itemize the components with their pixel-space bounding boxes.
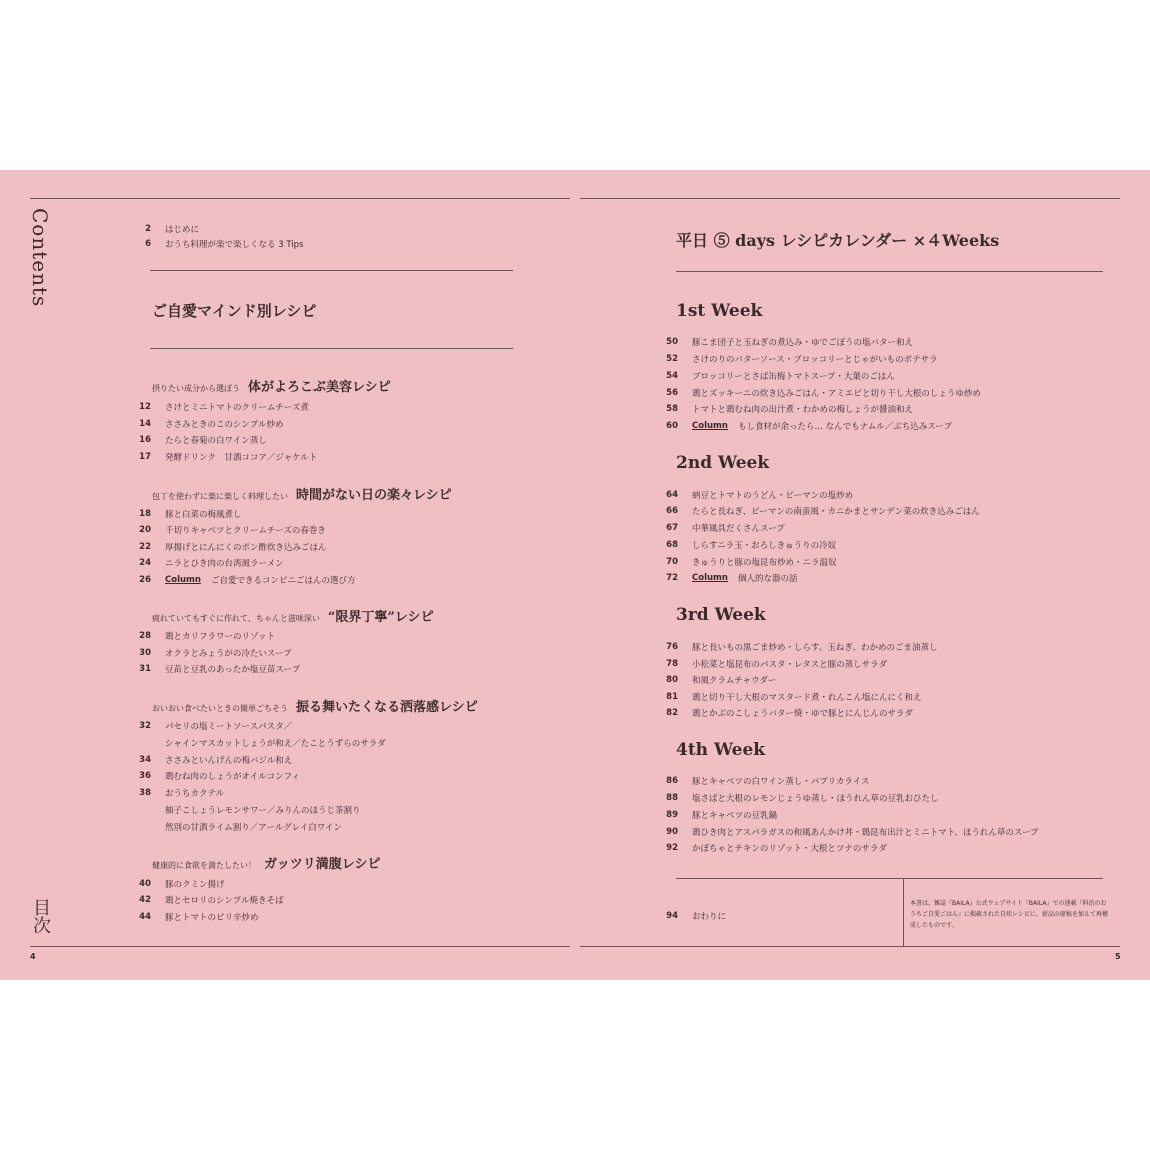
toc-entry[interactable] bbox=[125, 223, 199, 235]
toc-entry-column[interactable] bbox=[652, 420, 952, 432]
page-num: 67 bbox=[666, 523, 678, 533]
page-num: 44 bbox=[139, 912, 151, 922]
mokuji-title: 目次 bbox=[30, 898, 51, 934]
toc-entry[interactable] bbox=[652, 826, 1039, 838]
toc-entry[interactable] bbox=[125, 911, 259, 923]
entry-title: ブロッコリーとさば缶梅トマトスープ・大葉のごはん bbox=[692, 372, 895, 382]
group-heading bbox=[152, 606, 433, 625]
toc-entry[interactable] bbox=[125, 630, 275, 642]
entry-title: 豚とキャベツの豆乳鍋 bbox=[692, 811, 778, 821]
group-title: “限界丁寧”レシピ bbox=[327, 610, 434, 625]
entry-title: 千切りキャベツとクリームチーズの春巻き bbox=[165, 526, 326, 536]
entry-title: 納豆とトマトのうどん・ピーマンの塩炒め bbox=[692, 491, 854, 501]
entry-title: 豚と白菜の梅風煮し bbox=[165, 510, 242, 520]
page-num: 28 bbox=[139, 631, 151, 641]
page-num: 86 bbox=[666, 776, 678, 786]
toc-entry-column[interactable] bbox=[652, 572, 797, 584]
section-title-right: 平日 ⑤ days レシピカレンダー ×４Weeks bbox=[676, 231, 1000, 250]
entry-title: 豚とトマトのピリ辛炒め bbox=[165, 913, 259, 923]
bottom-rule-right bbox=[580, 946, 1120, 947]
page-num: 22 bbox=[139, 542, 151, 552]
entry-title: 厚揚げとにんにくのポン酢炊き込みごはん bbox=[165, 543, 327, 553]
column-label: Column bbox=[692, 421, 728, 431]
group-lead: おいおい食べたいときの簡単ごちそう bbox=[152, 704, 288, 713]
toc-entry[interactable] bbox=[125, 754, 292, 766]
toc-entry[interactable] bbox=[652, 691, 922, 703]
page-num: 90 bbox=[666, 827, 678, 837]
page-num: 36 bbox=[139, 771, 151, 781]
page-num: 64 bbox=[666, 490, 678, 500]
entry-title: オクラとみょうがの冷たいスープ bbox=[165, 649, 292, 659]
page-num: 40 bbox=[139, 879, 151, 889]
entry-title: きゅうりと豚の塩昆布炒め・ニラ温奴 bbox=[692, 558, 837, 568]
group-heading bbox=[152, 853, 380, 872]
toc-entry-column[interactable] bbox=[125, 574, 355, 586]
toc-entry[interactable] bbox=[125, 451, 317, 463]
column-label: Column bbox=[692, 573, 728, 583]
page-num: 66 bbox=[666, 506, 678, 516]
toc-entry-continued[interactable] bbox=[125, 821, 342, 833]
page-num: 6 bbox=[145, 239, 151, 249]
group-lead: 包丁を使わずに楽に楽しく料理したい bbox=[152, 492, 288, 501]
page-num: 32 bbox=[139, 721, 151, 731]
page-num: 72 bbox=[666, 573, 678, 583]
page-num: 56 bbox=[666, 388, 678, 398]
toc-entry-continued[interactable] bbox=[125, 804, 361, 816]
group-title: 体がよろこぶ美容レシピ bbox=[248, 380, 391, 395]
contents-vertical-title: Contents bbox=[28, 208, 52, 308]
page-num: 52 bbox=[666, 354, 678, 364]
page-num: 14 bbox=[139, 419, 151, 429]
entry-title: 鶏と切り干し大根のマスタード煮・れんこん塩にんにく和え bbox=[692, 693, 922, 703]
page-num: 68 bbox=[666, 540, 678, 550]
page-num: 42 bbox=[139, 895, 151, 905]
page-num: 58 bbox=[666, 404, 678, 414]
entry-title: たらと長ねぎ、ピーマンの南蛮風・カニかまとサンデン菜の炊き込みごはん bbox=[692, 507, 980, 517]
toc-entry[interactable] bbox=[125, 541, 327, 553]
section-title-left: ご自愛マインド別レシピ bbox=[152, 302, 317, 320]
toc-entry[interactable] bbox=[125, 238, 303, 250]
toc-entry[interactable] bbox=[652, 707, 913, 719]
toc-entry[interactable] bbox=[652, 775, 869, 787]
toc-entry[interactable] bbox=[125, 524, 326, 536]
toc-entry[interactable] bbox=[125, 663, 300, 675]
toc-entry[interactable] bbox=[652, 556, 837, 568]
entry-title: シャインマスカットしょうが和え／たことうずらのサラダ bbox=[165, 739, 386, 749]
page-num: 80 bbox=[666, 675, 678, 685]
page-number-left: 4 bbox=[30, 952, 36, 961]
group-heading bbox=[152, 484, 452, 503]
toc-entry[interactable] bbox=[125, 557, 284, 569]
page-num: 31 bbox=[139, 664, 151, 674]
toc-entry[interactable] bbox=[652, 489, 853, 501]
toc-entry[interactable] bbox=[652, 641, 937, 653]
entry-title: ニラとひき肉の台湾風ラーメン bbox=[165, 559, 284, 569]
toc-entry[interactable] bbox=[652, 539, 836, 551]
toc-entry[interactable] bbox=[125, 894, 283, 906]
page-num: 24 bbox=[139, 558, 151, 568]
entry-title: おうちカクテル bbox=[165, 789, 225, 799]
toc-entry[interactable] bbox=[652, 792, 939, 804]
page-num: 20 bbox=[139, 525, 151, 535]
page-num: 18 bbox=[139, 509, 151, 519]
entry-title: 鶏とカリフラワーのリゾット bbox=[165, 632, 275, 642]
page-num: 38 bbox=[139, 788, 151, 798]
page-num: 88 bbox=[666, 793, 678, 803]
column-label: Column bbox=[165, 575, 201, 585]
toc-entry[interactable] bbox=[652, 505, 980, 517]
entry-title: 然別の甘酒ライム割り／アールグレイ白ワイン bbox=[165, 823, 342, 833]
toc-entry[interactable] bbox=[125, 508, 242, 520]
entry-title: パセリの塩ミートソースパスタ／ bbox=[165, 722, 293, 732]
group-lead: 疲れていてもすぐに作れて、ちゃんと滋味深い bbox=[152, 614, 320, 623]
toc-entry-continued[interactable] bbox=[125, 737, 386, 749]
group-heading bbox=[152, 696, 478, 715]
entry-title: 個人的な器の話 bbox=[737, 574, 798, 584]
divider bbox=[676, 271, 1103, 272]
group-heading bbox=[152, 376, 391, 395]
entry-title: 鶏とセロリのシンプル焼きそば bbox=[165, 896, 284, 906]
toc-entry[interactable] bbox=[125, 647, 291, 659]
page-num: 92 bbox=[666, 843, 678, 853]
entry-title: さけのりのバターソース・ブロッコリーとじゃがいものポテサラ bbox=[692, 355, 938, 365]
toc-entry[interactable] bbox=[125, 878, 225, 890]
entry-title: 塩さばと大根のレモンじょうゆ蒸し・ほうれん草の豆乳おひたし bbox=[692, 794, 939, 804]
page-num: 94 bbox=[666, 911, 678, 921]
entry-title: ご自愛できるコンビニごはんの選び方 bbox=[210, 576, 356, 586]
page-num: 60 bbox=[666, 421, 678, 431]
toc-entry[interactable] bbox=[652, 674, 776, 686]
toc-entry[interactable] bbox=[652, 353, 938, 365]
toc-entry-closing[interactable] bbox=[652, 910, 726, 922]
toc-entry[interactable] bbox=[652, 809, 777, 821]
entry-title: はじめに bbox=[165, 225, 200, 235]
toc-entry[interactable] bbox=[125, 770, 300, 782]
entry-title: 和風クラムチャウダー bbox=[692, 676, 777, 686]
entry-title: おわりに bbox=[692, 912, 727, 922]
toc-entry[interactable] bbox=[652, 658, 887, 670]
page-num: 34 bbox=[139, 755, 151, 765]
toc-entry[interactable] bbox=[125, 434, 267, 446]
week-title: 2nd Week bbox=[676, 453, 770, 473]
page-num: 17 bbox=[139, 452, 151, 462]
entry-title: 豆苗と豆乳のあったか塩豆苗スープ bbox=[165, 665, 301, 675]
page-num: 16 bbox=[139, 435, 151, 445]
group-lead: 健康的に食欲を満たしたい！ bbox=[152, 861, 256, 870]
page-num: 70 bbox=[666, 557, 678, 567]
toc-entry[interactable] bbox=[652, 387, 981, 399]
page-num: 89 bbox=[666, 810, 678, 820]
page-num: 76 bbox=[666, 642, 678, 652]
top-rule-left bbox=[30, 198, 570, 199]
toc-entry[interactable] bbox=[652, 403, 913, 415]
entry-title: たらと春菊の白ワイン蒸し bbox=[165, 436, 267, 446]
entry-title: 小松菜と塩昆布のパスタ・レタスと豚の蒸しサラダ bbox=[692, 660, 888, 670]
toc-entry[interactable] bbox=[652, 370, 895, 382]
source-note: 本書は、雑誌『BAILA』公式ウェブサイト『BAILA』での連載『料治のおうちご自愛ごはん』に掲載された自炊レシピに、新品の原稿を加えて再構成したものです。 bbox=[910, 900, 1108, 929]
group-lead: 摂りたい成分から選ぼう bbox=[152, 384, 240, 393]
entry-title: さけとミニトマトのクリームチーズ煮 bbox=[165, 403, 309, 413]
entry-title: 鶏とかぶのこしょうバター焼・ゆで豚とにんじんのサラダ bbox=[692, 709, 913, 719]
week-title: 3rd Week bbox=[676, 605, 766, 625]
page-num: 2 bbox=[145, 224, 151, 234]
toc-entry[interactable] bbox=[125, 720, 292, 732]
page-num: 82 bbox=[666, 708, 678, 718]
divider bbox=[676, 878, 1103, 879]
page-num: 26 bbox=[139, 575, 151, 585]
entry-title: 鶏むね肉のしょうがオイルコンフィ bbox=[165, 772, 300, 782]
entry-title: トマトと鶏むね肉の出汁煮・わかめの梅しょうが醤油和え bbox=[692, 405, 914, 415]
page-num: 30 bbox=[139, 648, 151, 658]
page-number-right: 5 bbox=[1115, 952, 1121, 961]
page-num: 81 bbox=[666, 692, 678, 702]
week-title: 4th Week bbox=[676, 740, 766, 760]
week-title: 1st Week bbox=[676, 301, 763, 321]
toc-entry[interactable] bbox=[125, 418, 283, 430]
toc-entry[interactable] bbox=[125, 401, 309, 413]
entry-title: かぼちゃとチキンのリゾット・大根とツナのサラダ bbox=[692, 844, 887, 854]
toc-entry[interactable] bbox=[125, 787, 224, 799]
entry-title: 中華風具だくさんスープ bbox=[692, 524, 785, 534]
entry-title: ささみときのこのシンプル炒め bbox=[165, 420, 284, 430]
divider bbox=[150, 270, 513, 271]
entry-title: 豚のクミン揚げ bbox=[165, 880, 225, 890]
toc-entry[interactable] bbox=[652, 336, 913, 348]
entry-title: 豚こま団子と玉ねぎの煮込み・ゆでごぼうの塩バター和え bbox=[692, 338, 914, 348]
entry-title: おうち料理が楽で楽しくなる 3 Tips bbox=[165, 240, 304, 250]
toc-entry[interactable] bbox=[652, 842, 887, 854]
page-num: 54 bbox=[666, 371, 678, 381]
group-title: 時間がない日の楽々レシピ bbox=[296, 488, 452, 503]
entry-title: 発酵ドリンク 甘酒ココア／ジャケルト bbox=[165, 453, 318, 463]
bottom-rule-left bbox=[30, 946, 570, 947]
note-box-border bbox=[903, 878, 904, 946]
group-title: 振る舞いたくなる洒落感レシピ bbox=[296, 700, 478, 715]
group-title: ガッツリ満腹レシピ bbox=[264, 857, 381, 872]
page-num: 12 bbox=[139, 402, 151, 412]
top-rule-right bbox=[580, 198, 1120, 199]
entry-title: 鶏とズッキーニの炊き込みごはん・アミエビと切り干し大根のしょうゆ炒め bbox=[692, 389, 981, 399]
entry-title: もし食材が余ったら… なんでもナムル／ぶち込みスープ bbox=[737, 422, 952, 432]
toc-entry[interactable] bbox=[652, 522, 785, 534]
page-num: 78 bbox=[666, 659, 678, 669]
entry-title: 豚と長いもの黒ごま炒め・しらす、玉ねぎ、わかめのごま油蒸し bbox=[692, 643, 938, 653]
entry-title: しらすニラ玉・おろしきゅうりの冷奴 bbox=[692, 541, 837, 551]
entry-title: 鶏ひき肉とアスパラガスの和風あんかけ丼・鶏昆布出汁とミニトマト、ほうれん草のスープ bbox=[692, 828, 1039, 838]
entry-title: 豚とキャベツの白ワイン蒸し・パプリカライス bbox=[692, 777, 870, 787]
entry-title: 柚子こしょうレモンサワー／みりんのほうじ茶割り bbox=[165, 806, 361, 816]
entry-title: ささみといんげんの梅バジル和え bbox=[165, 756, 293, 766]
divider bbox=[150, 348, 513, 349]
page-num: 50 bbox=[666, 337, 678, 347]
